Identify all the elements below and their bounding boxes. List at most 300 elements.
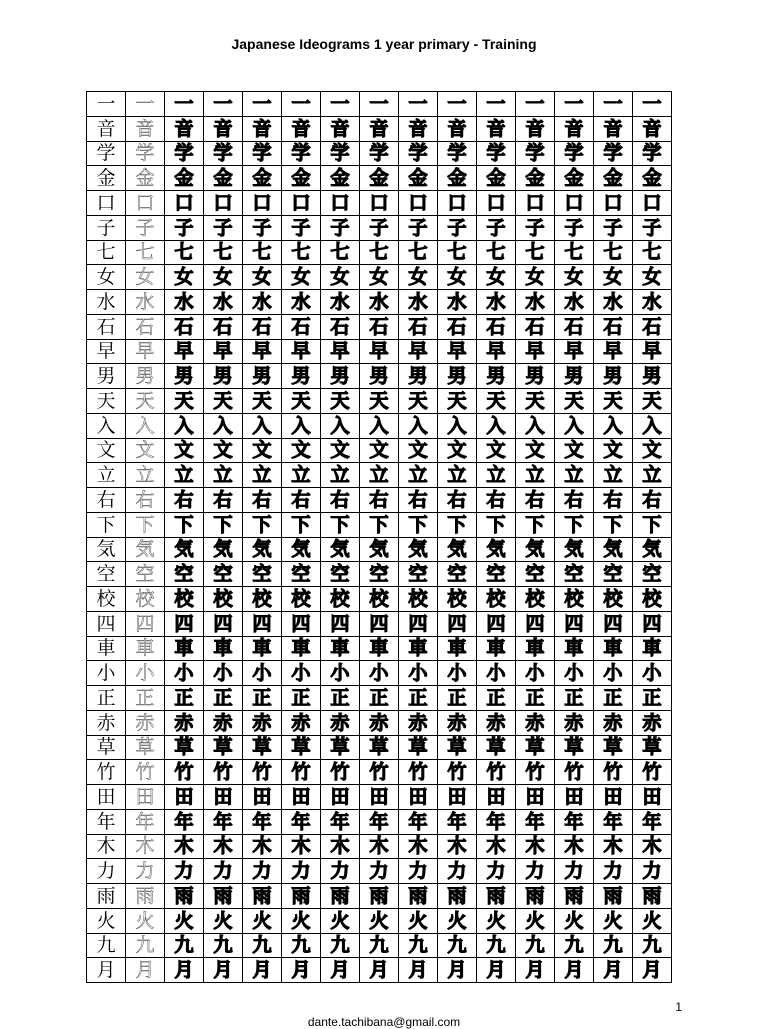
practice-kanji: 九 xyxy=(399,933,438,958)
practice-kanji: 九 xyxy=(438,933,477,958)
practice-kanji: 正 xyxy=(282,686,321,711)
practice-kanji: 文 xyxy=(516,438,555,463)
practice-kanji: 年 xyxy=(360,809,399,834)
practice-kanji: 力 xyxy=(477,859,516,884)
kanji-row xyxy=(87,438,672,463)
practice-kanji: 年 xyxy=(399,809,438,834)
guide-kanji: 火 xyxy=(126,908,165,933)
guide-kanji: 学 xyxy=(126,141,165,166)
practice-kanji: 七 xyxy=(165,240,204,265)
practice-kanji: 早 xyxy=(165,339,204,364)
practice-kanji: 口 xyxy=(555,191,594,216)
practice-kanji: 天 xyxy=(204,389,243,414)
practice-kanji: 早 xyxy=(204,339,243,364)
practice-kanji: 木 xyxy=(360,834,399,859)
guide-kanji: 男 xyxy=(126,364,165,389)
practice-kanji: 立 xyxy=(321,463,360,488)
guide-kanji: 力 xyxy=(126,859,165,884)
practice-kanji: 空 xyxy=(243,562,282,587)
practice-kanji: 女 xyxy=(165,265,204,290)
practice-kanji: 石 xyxy=(477,314,516,339)
practice-kanji: 四 xyxy=(399,611,438,636)
practice-kanji: 小 xyxy=(243,661,282,686)
practice-kanji: 九 xyxy=(594,933,633,958)
practice-kanji: 早 xyxy=(594,339,633,364)
practice-kanji: 一 xyxy=(633,92,672,117)
kanji-row xyxy=(87,587,672,612)
practice-kanji: 学 xyxy=(477,141,516,166)
practice-kanji: 雨 xyxy=(633,884,672,909)
practice-kanji: 音 xyxy=(438,116,477,141)
practice-kanji: 雨 xyxy=(399,884,438,909)
practice-kanji: 入 xyxy=(555,413,594,438)
practice-kanji: 水 xyxy=(555,290,594,315)
practice-kanji: 九 xyxy=(555,933,594,958)
practice-kanji: 一 xyxy=(594,92,633,117)
practice-kanji: 一 xyxy=(243,92,282,117)
practice-kanji: 音 xyxy=(360,116,399,141)
practice-kanji: 火 xyxy=(165,908,204,933)
kanji-row xyxy=(87,537,672,562)
practice-kanji: 石 xyxy=(321,314,360,339)
practice-kanji: 気 xyxy=(282,537,321,562)
practice-kanji: 車 xyxy=(477,636,516,661)
practice-kanji: 入 xyxy=(282,413,321,438)
reference-kanji: 音 xyxy=(87,116,126,141)
guide-kanji: 竹 xyxy=(126,760,165,785)
practice-kanji: 右 xyxy=(399,488,438,513)
practice-kanji: 立 xyxy=(633,463,672,488)
practice-kanji: 雨 xyxy=(165,884,204,909)
practice-kanji: 金 xyxy=(633,166,672,191)
practice-kanji: 口 xyxy=(321,191,360,216)
practice-kanji: 口 xyxy=(243,191,282,216)
practice-kanji: 校 xyxy=(594,587,633,612)
practice-kanji: 月 xyxy=(555,958,594,983)
practice-kanji: 学 xyxy=(555,141,594,166)
practice-kanji: 石 xyxy=(438,314,477,339)
practice-kanji: 校 xyxy=(516,587,555,612)
practice-kanji: 口 xyxy=(204,191,243,216)
practice-kanji: 年 xyxy=(594,809,633,834)
kanji-row xyxy=(87,884,672,909)
guide-kanji: 空 xyxy=(126,562,165,587)
practice-kanji: 立 xyxy=(516,463,555,488)
practice-kanji: 気 xyxy=(594,537,633,562)
practice-kanji: 金 xyxy=(204,166,243,191)
practice-kanji: 木 xyxy=(165,834,204,859)
practice-kanji: 赤 xyxy=(438,710,477,735)
practice-kanji: 竹 xyxy=(204,760,243,785)
practice-kanji: 早 xyxy=(282,339,321,364)
kanji-row xyxy=(87,463,672,488)
practice-kanji: 空 xyxy=(360,562,399,587)
practice-kanji: 空 xyxy=(555,562,594,587)
practice-kanji: 九 xyxy=(165,933,204,958)
practice-kanji: 竹 xyxy=(516,760,555,785)
practice-kanji: 力 xyxy=(438,859,477,884)
practice-kanji: 早 xyxy=(399,339,438,364)
guide-kanji: 音 xyxy=(126,116,165,141)
practice-kanji: 竹 xyxy=(360,760,399,785)
practice-kanji: 一 xyxy=(321,92,360,117)
kanji-row xyxy=(87,314,672,339)
kanji-row xyxy=(87,339,672,364)
reference-kanji: 竹 xyxy=(87,760,126,785)
reference-kanji: 早 xyxy=(87,339,126,364)
practice-kanji: 草 xyxy=(204,735,243,760)
practice-kanji: 月 xyxy=(243,958,282,983)
practice-kanji: 雨 xyxy=(204,884,243,909)
kanji-row xyxy=(87,933,672,958)
practice-kanji: 水 xyxy=(282,290,321,315)
practice-kanji: 気 xyxy=(165,537,204,562)
practice-kanji: 力 xyxy=(360,859,399,884)
practice-kanji: 四 xyxy=(594,611,633,636)
practice-kanji: 女 xyxy=(399,265,438,290)
guide-kanji: 入 xyxy=(126,413,165,438)
practice-kanji: 子 xyxy=(282,215,321,240)
practice-kanji: 文 xyxy=(555,438,594,463)
practice-kanji: 木 xyxy=(282,834,321,859)
practice-kanji: 田 xyxy=(243,785,282,810)
practice-kanji: 女 xyxy=(282,265,321,290)
practice-kanji: 下 xyxy=(633,512,672,537)
practice-kanji: 子 xyxy=(399,215,438,240)
practice-kanji: 文 xyxy=(243,438,282,463)
practice-kanji: 田 xyxy=(360,785,399,810)
practice-kanji: 天 xyxy=(477,389,516,414)
practice-kanji: 男 xyxy=(321,364,360,389)
practice-kanji: 学 xyxy=(360,141,399,166)
guide-kanji: 月 xyxy=(126,958,165,983)
practice-kanji: 気 xyxy=(438,537,477,562)
practice-kanji: 田 xyxy=(321,785,360,810)
reference-kanji: 車 xyxy=(87,636,126,661)
practice-kanji: 竹 xyxy=(477,760,516,785)
practice-kanji: 四 xyxy=(633,611,672,636)
practice-kanji: 早 xyxy=(360,339,399,364)
practice-kanji: 小 xyxy=(165,661,204,686)
practice-kanji: 七 xyxy=(243,240,282,265)
practice-kanji: 女 xyxy=(633,265,672,290)
practice-kanji: 一 xyxy=(282,92,321,117)
practice-kanji: 天 xyxy=(243,389,282,414)
practice-kanji: 車 xyxy=(360,636,399,661)
reference-kanji: 校 xyxy=(87,587,126,612)
practice-kanji: 小 xyxy=(321,661,360,686)
reference-kanji: 入 xyxy=(87,413,126,438)
practice-kanji: 金 xyxy=(321,166,360,191)
practice-kanji: 音 xyxy=(282,116,321,141)
practice-kanji: 草 xyxy=(243,735,282,760)
practice-kanji: 空 xyxy=(165,562,204,587)
practice-kanji: 赤 xyxy=(633,710,672,735)
practice-kanji: 気 xyxy=(399,537,438,562)
practice-kanji: 火 xyxy=(204,908,243,933)
practice-kanji: 校 xyxy=(282,587,321,612)
practice-kanji: 早 xyxy=(321,339,360,364)
practice-kanji: 水 xyxy=(594,290,633,315)
kanji-practice-grid xyxy=(86,91,672,983)
practice-kanji: 下 xyxy=(360,512,399,537)
reference-kanji: 草 xyxy=(87,735,126,760)
practice-kanji: 四 xyxy=(282,611,321,636)
practice-kanji: 文 xyxy=(438,438,477,463)
practice-kanji: 木 xyxy=(438,834,477,859)
guide-kanji: 金 xyxy=(126,166,165,191)
practice-kanji: 男 xyxy=(516,364,555,389)
practice-kanji: 月 xyxy=(399,958,438,983)
reference-kanji: 口 xyxy=(87,191,126,216)
practice-kanji: 学 xyxy=(594,141,633,166)
practice-kanji: 立 xyxy=(594,463,633,488)
practice-kanji: 木 xyxy=(321,834,360,859)
practice-kanji: 男 xyxy=(555,364,594,389)
practice-kanji: 田 xyxy=(477,785,516,810)
practice-kanji: 校 xyxy=(360,587,399,612)
practice-kanji: 口 xyxy=(165,191,204,216)
practice-kanji: 四 xyxy=(321,611,360,636)
practice-kanji: 早 xyxy=(477,339,516,364)
practice-kanji: 天 xyxy=(165,389,204,414)
practice-kanji: 男 xyxy=(477,364,516,389)
practice-kanji: 草 xyxy=(399,735,438,760)
practice-kanji: 草 xyxy=(555,735,594,760)
reference-kanji: 気 xyxy=(87,537,126,562)
practice-kanji: 雨 xyxy=(243,884,282,909)
practice-kanji: 竹 xyxy=(243,760,282,785)
practice-kanji: 立 xyxy=(165,463,204,488)
reference-kanji: 一 xyxy=(87,92,126,117)
practice-kanji: 一 xyxy=(516,92,555,117)
kanji-row xyxy=(87,908,672,933)
practice-kanji: 火 xyxy=(633,908,672,933)
practice-kanji: 下 xyxy=(165,512,204,537)
practice-kanji: 車 xyxy=(321,636,360,661)
practice-kanji: 校 xyxy=(165,587,204,612)
practice-kanji: 空 xyxy=(204,562,243,587)
practice-kanji: 木 xyxy=(516,834,555,859)
practice-kanji: 小 xyxy=(399,661,438,686)
practice-kanji: 車 xyxy=(243,636,282,661)
practice-kanji: 四 xyxy=(165,611,204,636)
practice-kanji: 金 xyxy=(594,166,633,191)
practice-kanji: 一 xyxy=(204,92,243,117)
practice-kanji: 竹 xyxy=(594,760,633,785)
practice-kanji: 空 xyxy=(594,562,633,587)
kanji-row xyxy=(87,92,672,117)
practice-kanji: 口 xyxy=(633,191,672,216)
practice-kanji: 七 xyxy=(555,240,594,265)
practice-kanji: 竹 xyxy=(321,760,360,785)
practice-kanji: 月 xyxy=(477,958,516,983)
practice-kanji: 女 xyxy=(321,265,360,290)
practice-kanji: 校 xyxy=(243,587,282,612)
practice-kanji: 正 xyxy=(477,686,516,711)
practice-kanji: 石 xyxy=(165,314,204,339)
practice-kanji: 九 xyxy=(282,933,321,958)
practice-kanji: 九 xyxy=(360,933,399,958)
practice-kanji: 七 xyxy=(282,240,321,265)
kanji-row xyxy=(87,512,672,537)
reference-kanji: 九 xyxy=(87,933,126,958)
practice-kanji: 四 xyxy=(204,611,243,636)
kanji-row xyxy=(87,240,672,265)
practice-kanji: 下 xyxy=(204,512,243,537)
practice-kanji: 小 xyxy=(282,661,321,686)
practice-kanji: 右 xyxy=(360,488,399,513)
practice-kanji: 入 xyxy=(477,413,516,438)
practice-kanji: 水 xyxy=(321,290,360,315)
practice-kanji: 右 xyxy=(477,488,516,513)
practice-kanji: 石 xyxy=(516,314,555,339)
practice-kanji: 正 xyxy=(594,686,633,711)
practice-kanji: 小 xyxy=(594,661,633,686)
practice-kanji: 年 xyxy=(321,809,360,834)
practice-kanji: 木 xyxy=(555,834,594,859)
practice-kanji: 空 xyxy=(321,562,360,587)
practice-kanji: 一 xyxy=(555,92,594,117)
guide-kanji: 年 xyxy=(126,809,165,834)
practice-kanji: 下 xyxy=(282,512,321,537)
practice-kanji: 子 xyxy=(477,215,516,240)
practice-kanji: 力 xyxy=(165,859,204,884)
practice-kanji: 雨 xyxy=(594,884,633,909)
practice-kanji: 右 xyxy=(633,488,672,513)
practice-kanji: 学 xyxy=(282,141,321,166)
practice-kanji: 七 xyxy=(204,240,243,265)
kanji-row xyxy=(87,413,672,438)
practice-kanji: 学 xyxy=(321,141,360,166)
practice-kanji: 力 xyxy=(321,859,360,884)
practice-kanji: 口 xyxy=(438,191,477,216)
kanji-row xyxy=(87,611,672,636)
practice-kanji: 草 xyxy=(594,735,633,760)
practice-kanji: 音 xyxy=(165,116,204,141)
practice-kanji: 雨 xyxy=(360,884,399,909)
practice-kanji: 車 xyxy=(204,636,243,661)
guide-kanji: 雨 xyxy=(126,884,165,909)
practice-kanji: 正 xyxy=(165,686,204,711)
kanji-row xyxy=(87,834,672,859)
practice-kanji: 金 xyxy=(477,166,516,191)
guide-kanji: 石 xyxy=(126,314,165,339)
practice-kanji: 口 xyxy=(477,191,516,216)
kanji-row xyxy=(87,389,672,414)
practice-kanji: 気 xyxy=(321,537,360,562)
practice-kanji: 雨 xyxy=(438,884,477,909)
practice-kanji: 学 xyxy=(165,141,204,166)
kanji-row xyxy=(87,760,672,785)
practice-kanji: 入 xyxy=(438,413,477,438)
practice-kanji: 入 xyxy=(594,413,633,438)
practice-kanji: 雨 xyxy=(282,884,321,909)
practice-kanji: 下 xyxy=(516,512,555,537)
practice-kanji: 正 xyxy=(438,686,477,711)
practice-kanji: 男 xyxy=(633,364,672,389)
practice-kanji: 月 xyxy=(165,958,204,983)
practice-kanji: 七 xyxy=(633,240,672,265)
guide-kanji: 七 xyxy=(126,240,165,265)
practice-kanji: 月 xyxy=(594,958,633,983)
practice-kanji: 立 xyxy=(555,463,594,488)
guide-kanji: 九 xyxy=(126,933,165,958)
practice-kanji: 七 xyxy=(438,240,477,265)
practice-kanji: 一 xyxy=(438,92,477,117)
reference-kanji: 七 xyxy=(87,240,126,265)
guide-kanji: 小 xyxy=(126,661,165,686)
practice-kanji: 天 xyxy=(360,389,399,414)
practice-kanji: 力 xyxy=(204,859,243,884)
practice-kanji: 竹 xyxy=(555,760,594,785)
reference-kanji: 四 xyxy=(87,611,126,636)
kanji-row xyxy=(87,265,672,290)
practice-kanji: 年 xyxy=(555,809,594,834)
practice-kanji: 男 xyxy=(165,364,204,389)
practice-kanji: 女 xyxy=(438,265,477,290)
practice-kanji: 早 xyxy=(243,339,282,364)
practice-kanji: 気 xyxy=(477,537,516,562)
practice-kanji: 正 xyxy=(321,686,360,711)
guide-kanji: 校 xyxy=(126,587,165,612)
practice-kanji: 年 xyxy=(516,809,555,834)
practice-kanji: 赤 xyxy=(165,710,204,735)
practice-kanji: 一 xyxy=(477,92,516,117)
practice-kanji: 子 xyxy=(321,215,360,240)
practice-kanji: 口 xyxy=(282,191,321,216)
practice-kanji: 車 xyxy=(438,636,477,661)
practice-kanji: 正 xyxy=(243,686,282,711)
practice-kanji: 空 xyxy=(477,562,516,587)
practice-kanji: 口 xyxy=(399,191,438,216)
kanji-row xyxy=(87,215,672,240)
practice-kanji: 七 xyxy=(477,240,516,265)
practice-kanji: 下 xyxy=(555,512,594,537)
practice-kanji: 火 xyxy=(321,908,360,933)
practice-kanji: 小 xyxy=(633,661,672,686)
practice-kanji: 天 xyxy=(321,389,360,414)
practice-kanji: 男 xyxy=(438,364,477,389)
reference-kanji: 雨 xyxy=(87,884,126,909)
practice-kanji: 音 xyxy=(477,116,516,141)
practice-kanji: 女 xyxy=(360,265,399,290)
practice-kanji: 早 xyxy=(555,339,594,364)
practice-kanji: 四 xyxy=(555,611,594,636)
practice-kanji: 四 xyxy=(477,611,516,636)
practice-kanji: 年 xyxy=(165,809,204,834)
kanji-practice-grid-body xyxy=(87,92,672,983)
practice-kanji: 天 xyxy=(594,389,633,414)
practice-kanji: 金 xyxy=(243,166,282,191)
practice-kanji: 空 xyxy=(438,562,477,587)
kanji-row xyxy=(87,116,672,141)
reference-kanji: 右 xyxy=(87,488,126,513)
practice-kanji: 九 xyxy=(516,933,555,958)
practice-kanji: 立 xyxy=(477,463,516,488)
practice-kanji: 気 xyxy=(204,537,243,562)
practice-kanji: 田 xyxy=(633,785,672,810)
practice-kanji: 音 xyxy=(204,116,243,141)
practice-kanji: 四 xyxy=(360,611,399,636)
practice-kanji: 金 xyxy=(165,166,204,191)
practice-kanji: 木 xyxy=(633,834,672,859)
practice-kanji: 校 xyxy=(399,587,438,612)
practice-kanji: 天 xyxy=(633,389,672,414)
reference-kanji: 子 xyxy=(87,215,126,240)
practice-kanji: 正 xyxy=(204,686,243,711)
practice-kanji: 右 xyxy=(243,488,282,513)
